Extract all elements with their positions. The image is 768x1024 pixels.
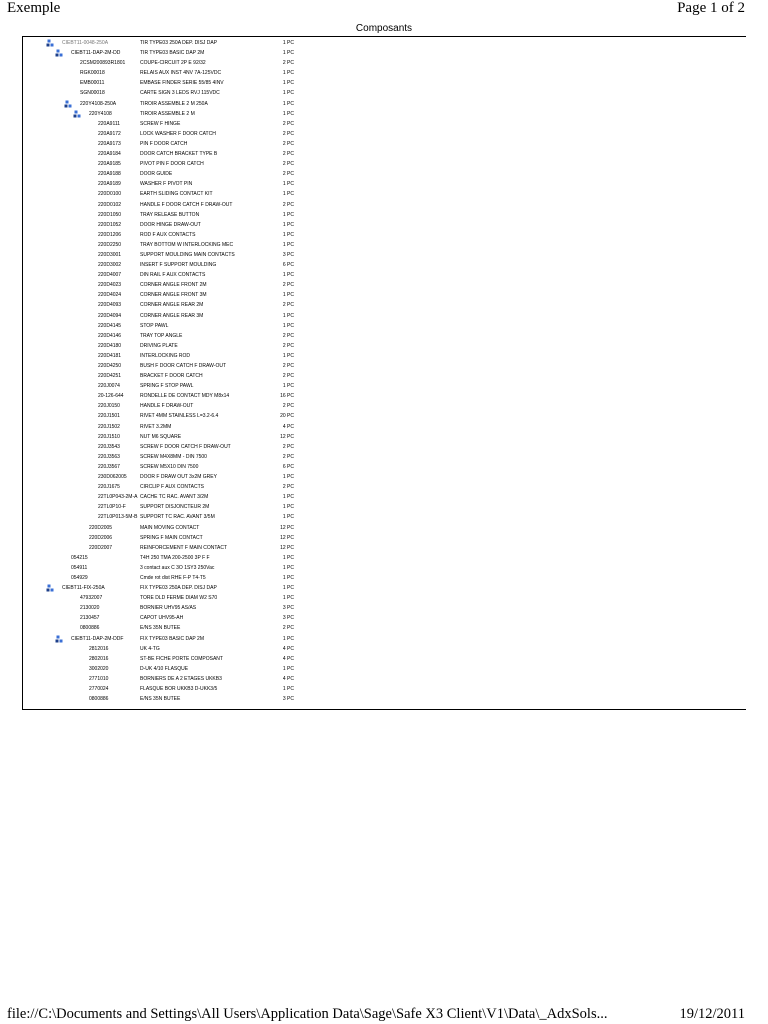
component-row — [22, 300, 746, 310]
component-row — [22, 634, 746, 644]
component-code: 2130020 — [80, 605, 100, 612]
component-row — [22, 78, 746, 88]
component-quantity: 1 PC — [282, 554, 294, 561]
component-code: 22TL0P10-F — [98, 504, 126, 511]
component-row — [22, 210, 746, 220]
component-description: CORNER ANGLE FRONT 2M — [140, 282, 207, 289]
component-quantity: 6 PC — [282, 463, 294, 470]
component-description: DOOR CATCH BRACKET TYPE B — [140, 151, 218, 158]
component-tree-icon — [46, 39, 54, 47]
component-quantity: 1 PC — [282, 312, 294, 319]
component-quantity: 12 PC — [280, 534, 294, 541]
component-row — [22, 119, 746, 129]
component-description: DRIVING PLATE — [140, 342, 178, 349]
component-code: 220J3563 — [98, 453, 120, 460]
component-description: RIVET 4MM STAINLESS L=3.2-6.4 — [140, 413, 219, 420]
component-description: PIVOT PIN F DOOR CATCH — [140, 161, 204, 168]
component-code: 054911 — [71, 564, 88, 571]
component-tree-icon — [55, 635, 63, 643]
component-row — [22, 411, 746, 421]
component-row — [22, 129, 746, 139]
component-row — [22, 512, 746, 522]
component-description: TORE DLD FERME DIAM W2 S70 — [140, 595, 218, 602]
component-code: 220Y4108-250A — [80, 100, 117, 107]
component-description: RIVET 3.2MM — [140, 423, 172, 430]
component-code: 2130457 — [80, 615, 100, 622]
component-row — [22, 250, 746, 260]
component-row — [22, 553, 746, 563]
component-tree-icon — [46, 584, 54, 592]
component-description: TIROIR ASSEMBLE 2 M 250A — [140, 100, 208, 107]
component-row — [22, 230, 746, 240]
component-quantity: 4 PC — [282, 423, 294, 430]
component-code: 220D3001 — [98, 251, 122, 258]
component-row — [22, 442, 746, 452]
document-title: Exemple — [7, 0, 61, 16]
component-description: EMBASE FINDER SERIE 55/85 4INV — [140, 80, 224, 87]
component-row — [22, 462, 746, 472]
component-quantity: 1 PC — [282, 292, 294, 299]
component-row — [22, 220, 746, 230]
component-description: REINFORCEMENT F MAIN CONTACT — [140, 544, 228, 551]
component-quantity: 2 PC — [282, 373, 294, 380]
component-quantity: 2 PC — [282, 282, 294, 289]
component-description: TRAY TOP ANGLE — [140, 332, 183, 339]
component-description: BUSH F DOOR CATCH F DRAW-OUT — [140, 363, 227, 369]
component-description: INTERLOCKING ROD — [140, 352, 191, 359]
component-quantity: 1 PC — [282, 231, 294, 238]
component-row — [22, 593, 746, 603]
component-quantity: 2 PC — [282, 151, 294, 158]
component-description: 3 contact aux C 3O 1SY3 250Vac — [140, 564, 215, 571]
component-description: SCREW M5X10 DIN 7500 — [140, 463, 199, 470]
component-quantity: 1 PC — [282, 110, 294, 117]
component-description: ST-BE FICHE PORTE COMPOSANT — [140, 655, 223, 662]
component-quantity: 3 PC — [282, 605, 294, 612]
component-description: CACHE TC RAC. AVANT 3/2M — [140, 494, 209, 501]
component-code: 220D2250 — [98, 241, 122, 248]
component-description: SCREW F DOOR CATCH F DRAW-OUT — [140, 443, 231, 450]
component-quantity: 20 PC — [280, 413, 294, 420]
component-quantity: 1 PC — [282, 272, 294, 279]
component-description: SUPPORT DISJONCTEUR 2M — [140, 504, 210, 511]
component-quantity: 2 PC — [282, 403, 294, 410]
component-description: ROD F AUX CONTACTS — [140, 231, 196, 238]
component-quantity: 12 PC — [280, 433, 294, 440]
component-code: SGN00018 — [80, 90, 105, 97]
component-quantity: 1 PC — [282, 635, 294, 642]
component-quantity: 1 PC — [282, 191, 294, 198]
component-description: TRAY RELEASE BUTTON — [140, 211, 200, 218]
component-row — [22, 664, 746, 674]
component-quantity: 2 PC — [282, 484, 294, 491]
component-quantity: 1 PC — [282, 50, 294, 57]
component-tree-icon — [64, 100, 72, 108]
component-code: 220D2007 — [89, 544, 113, 551]
component-code: 220D1052 — [98, 221, 122, 228]
component-quantity: 12 PC — [280, 544, 294, 551]
component-description: FIX TYPE03 250A DEP. DISJ DAP — [140, 585, 217, 592]
component-code: 220D4146 — [98, 332, 122, 339]
component-row — [22, 674, 746, 684]
component-quantity: 1 PC — [282, 665, 294, 672]
component-row — [22, 99, 746, 109]
component-description: CARTE SIGN 3 LEDS RVJ 115VDC — [140, 90, 220, 97]
component-description: STOP PAWL — [140, 322, 169, 329]
component-code: 220D4023 — [98, 282, 122, 289]
component-description: E/NS 35N BUTEE — [140, 696, 181, 703]
component-description: SPRING F MAIN CONTACT — [140, 534, 203, 541]
component-row — [22, 644, 746, 654]
component-quantity: 1 PC — [282, 564, 294, 571]
component-code: 220A9111 — [98, 120, 121, 127]
component-row — [22, 48, 746, 58]
component-code: 220J3567 — [98, 463, 120, 470]
component-tree-icon — [55, 49, 63, 57]
component-quantity: 4 PC — [282, 655, 294, 662]
component-row — [22, 694, 746, 704]
component-code: 220J1675 — [98, 484, 120, 491]
component-description: TIR TYPE03 250A DEP. DISJ DAP — [140, 40, 218, 46]
component-code: 220D4145 — [98, 322, 122, 329]
component-code: 220A9184 — [98, 151, 121, 158]
component-quantity: 4 PC — [282, 675, 294, 682]
component-quantity: 4 PC — [282, 645, 294, 652]
component-quantity: 1 PC — [282, 221, 294, 228]
component-row — [22, 290, 746, 300]
component-row — [22, 341, 746, 351]
component-code: 220D4180 — [98, 342, 122, 349]
component-row — [22, 260, 746, 270]
component-code: CIEBT11-0048-250A — [62, 40, 109, 46]
component-description: HANDLE F DOOR CATCH F DRAW-OUT — [140, 201, 233, 208]
component-description: SPRING F STOP PAWL — [140, 383, 194, 390]
component-description: BRACKET F DOOR CATCH — [140, 373, 203, 380]
component-code: 220D4024 — [98, 292, 122, 299]
component-quantity: 1 PC — [282, 574, 294, 581]
component-row — [22, 311, 746, 321]
component-code: 220J3543 — [98, 443, 120, 450]
component-description: SUPPORT MOULDING MAIN CONTACTS — [140, 251, 235, 258]
component-row — [22, 270, 746, 280]
component-description: RELAIS AUX INST 4NV 7A-125VDC — [140, 70, 222, 77]
component-code: 2812016 — [89, 645, 109, 652]
component-row — [22, 139, 746, 149]
component-description: TRAY BOTTOM W INTERLOCKING MEC — [140, 241, 234, 248]
component-code: 220J0074 — [98, 383, 120, 390]
component-quantity: 1 PC — [282, 100, 294, 107]
component-code: 220D2006 — [89, 534, 113, 541]
component-row — [22, 603, 746, 613]
component-quantity: 2 PC — [282, 342, 294, 349]
component-quantity: 1 PC — [282, 686, 294, 692]
component-row — [22, 482, 746, 492]
component-row — [22, 331, 746, 341]
component-row — [22, 623, 746, 633]
component-description: FIX TYPE03 BASIC DAP 2M — [140, 635, 205, 642]
component-description: TIR TYPE03 BASIC DAP 2M — [140, 50, 205, 57]
component-row — [22, 654, 746, 664]
component-code: 220Y4108 — [89, 110, 112, 117]
component-quantity: 16 PC — [280, 393, 294, 400]
component-description: MAIN MOVING CONTACT — [140, 524, 200, 531]
component-quantity: 1 PC — [282, 241, 294, 248]
component-row — [22, 583, 746, 593]
component-quantity: 2 PC — [282, 60, 294, 67]
component-description: INSERT F SUPPORT MOULDING — [140, 262, 217, 269]
component-code: 220D1206 — [98, 231, 122, 238]
component-code: 220D0102 — [98, 201, 122, 208]
component-row — [22, 492, 746, 502]
component-code: 3002020 — [89, 665, 109, 672]
component-description: SCREW F HINGE — [140, 120, 181, 127]
component-quantity: 1 PC — [282, 322, 294, 329]
component-row — [22, 280, 746, 290]
component-code: 2770024 — [89, 686, 109, 692]
component-description: CORNER ANGLE REAR 2M — [140, 302, 204, 309]
component-code: 47932007 — [80, 595, 103, 602]
component-code: 220D4250 — [98, 363, 122, 369]
component-row — [22, 88, 746, 98]
component-code: 2CSM200893R1801 — [80, 60, 126, 67]
component-quantity: 6 PC — [282, 262, 294, 269]
component-code: 20-126-644 — [98, 393, 124, 400]
component-code: 220A9172 — [98, 130, 121, 137]
section-title: Composants — [355, 23, 413, 34]
component-row — [22, 351, 746, 361]
component-quantity: 2 PC — [282, 363, 294, 369]
component-description: DOOR GUIDE — [140, 171, 173, 178]
component-quantity: 3 PC — [282, 615, 294, 622]
component-code: 220A9188 — [98, 171, 121, 178]
component-row — [22, 361, 746, 371]
component-quantity: 1 PC — [282, 211, 294, 218]
footer-file-path: file://C:\Documents and Settings\All Users\Application Data\Sage\Safe X3 Client\V1\Data\_AdxSols... — [7, 1006, 608, 1022]
component-row — [22, 391, 746, 401]
component-description: HANDLE F DRAW-OUT — [140, 403, 194, 410]
component-code: 220D4251 — [98, 373, 122, 380]
component-row — [22, 149, 746, 159]
component-row — [22, 533, 746, 543]
component-description: Cmde rot dist RHE F-P T4-T5 — [140, 574, 206, 581]
component-code: 220D4093 — [98, 302, 122, 309]
component-code: 220D3002 — [98, 262, 122, 269]
component-code: 2802016 — [89, 655, 109, 662]
component-code: 220D0100 — [98, 191, 122, 198]
component-row — [22, 200, 746, 210]
component-description: T4H 250 TMA 200-2500 3P F F — [140, 554, 210, 561]
component-quantity: 2 PC — [282, 453, 294, 460]
component-quantity: 2 PC — [282, 130, 294, 137]
component-tree-icon — [73, 110, 81, 118]
component-code: RGK00018 — [80, 70, 105, 77]
component-code: 220A9173 — [98, 140, 121, 147]
component-code: 220D2005 — [89, 524, 113, 531]
component-quantity: 1 PC — [282, 352, 294, 359]
component-description: D-UK 4/10 FLASQUE — [140, 665, 189, 672]
component-description: UK 4-TG — [140, 645, 160, 652]
component-description: RONDELLE DE CONTACT MDY M8x14 — [140, 393, 230, 400]
component-row — [22, 58, 746, 68]
component-code: 22TL0P043-2M-A — [98, 494, 138, 501]
component-description: FLASQUE BOR UKKB3 D-UKK3/5 — [140, 686, 218, 692]
component-quantity: 2 PC — [282, 171, 294, 178]
component-code: 2771010 — [89, 675, 109, 682]
component-row — [22, 684, 746, 694]
component-quantity: 2 PC — [282, 332, 294, 339]
component-quantity: 12 PC — [280, 524, 294, 531]
component-code: 054929 — [71, 574, 88, 581]
component-row — [22, 179, 746, 189]
component-description: CORNER ANGLE FRONT 3M — [140, 292, 207, 299]
component-code: 230D062005 — [98, 474, 127, 481]
component-quantity: 2 PC — [282, 302, 294, 309]
component-description: CORNER ANGLE REAR 3M — [140, 312, 204, 319]
component-row — [22, 189, 746, 199]
component-code: 220A9185 — [98, 161, 121, 168]
component-quantity: 3 PC — [282, 696, 294, 703]
component-code: CIEBT11-FIX-250A — [62, 585, 105, 592]
component-quantity: 1 PC — [282, 181, 294, 188]
page-indicator: Page 1 of 2 — [677, 0, 745, 16]
component-row — [22, 422, 746, 432]
component-code: 220J0150 — [98, 403, 120, 410]
component-quantity: 1 PC — [282, 383, 294, 390]
component-quantity: 1 PC — [282, 80, 294, 87]
component-code: CIEBT11-DAP-2M-DD — [71, 50, 121, 57]
component-quantity: 1 PC — [282, 474, 294, 481]
component-description: LOCK WASHER F DOOR CATCH — [140, 130, 216, 137]
component-row — [22, 563, 746, 573]
component-row — [22, 432, 746, 442]
component-description: E/NS 35N BUTEE — [140, 625, 181, 632]
component-row — [22, 321, 746, 331]
component-quantity: 2 PC — [282, 161, 294, 168]
component-row — [22, 523, 746, 533]
component-row — [22, 472, 746, 482]
component-code: 220J1501 — [98, 413, 120, 420]
component-description: NUT M6 SQUARE — [140, 433, 182, 440]
component-code: CIEBT11-DAP-2M-DDF — [71, 635, 124, 642]
component-description: PIN F DOOR CATCH — [140, 140, 188, 147]
component-row — [22, 109, 746, 119]
component-quantity: 1 PC — [282, 585, 294, 592]
component-code: 220J1510 — [98, 433, 120, 440]
component-quantity: 2 PC — [282, 625, 294, 632]
component-row — [22, 452, 746, 462]
component-description: SUPPORT TC RAC. AVANT 3/5M — [140, 514, 215, 521]
component-row — [22, 38, 746, 48]
component-quantity: 1 PC — [282, 504, 294, 511]
component-row — [22, 240, 746, 250]
component-quantity: 2 PC — [282, 443, 294, 450]
component-code: EMB00011 — [80, 80, 105, 87]
component-row — [22, 371, 746, 381]
component-quantity: 3 PC — [282, 251, 294, 258]
component-code: 22TL0P013-5M-B — [98, 514, 138, 521]
component-code: 220J1502 — [98, 423, 120, 430]
footer-date: 19/12/2011 — [679, 1006, 745, 1022]
component-description: DOOR F DRAW OUT 3x2M GREY — [140, 474, 217, 481]
components-list — [22, 38, 746, 704]
component-quantity: 2 PC — [282, 120, 294, 127]
component-code: 054215 — [71, 554, 88, 561]
component-description: CIRCLIP F AUX CONTACTS — [140, 484, 204, 491]
component-quantity: 1 PC — [282, 595, 294, 602]
component-code: 220D4181 — [98, 352, 122, 359]
component-quantity: 1 PC — [282, 70, 294, 77]
component-code: 220D1050 — [98, 211, 122, 218]
component-code: 0800886 — [80, 625, 100, 632]
component-code: 220A9189 — [98, 181, 121, 188]
component-description: TIROIR ASSEMBLE 2 M — [140, 110, 195, 117]
component-row — [22, 169, 746, 179]
component-code: 220D4007 — [98, 272, 122, 279]
component-row — [22, 543, 746, 553]
component-description: BORNIER UHV95 AS/AS — [140, 605, 197, 612]
component-row — [22, 68, 746, 78]
component-quantity: 1 PC — [282, 514, 294, 521]
component-quantity: 2 PC — [282, 140, 294, 147]
component-description: EARTH SLIDING CONTACT KIT — [140, 191, 213, 198]
component-row — [22, 613, 746, 623]
component-row — [22, 573, 746, 583]
component-code: 220D4094 — [98, 312, 122, 319]
component-quantity: 1 PC — [282, 90, 294, 97]
component-code: 0800886 — [89, 696, 109, 703]
component-row — [22, 502, 746, 512]
component-description: DOOR HINGE DRAW-OUT — [140, 221, 201, 228]
component-description: BORNIERS DE A 2 ETAGES UKKB3 — [140, 675, 222, 682]
component-description: COUPE-CIRCUIT 2P E 92/32 — [140, 60, 206, 67]
component-description: SCREW M4X8MM - DIN 7500 — [140, 453, 207, 460]
component-quantity: 1 PC — [282, 40, 294, 46]
component-quantity: 2 PC — [282, 201, 294, 208]
component-row — [22, 381, 746, 391]
component-description: CAPOT UHV95-AH — [140, 615, 184, 622]
component-row — [22, 401, 746, 411]
component-description: DIN RAIL F AUX CONTACTS — [140, 272, 206, 279]
component-description: WASHER F PIVOT PIN — [140, 181, 193, 188]
component-quantity: 1 PC — [282, 494, 294, 501]
component-row — [22, 159, 746, 169]
